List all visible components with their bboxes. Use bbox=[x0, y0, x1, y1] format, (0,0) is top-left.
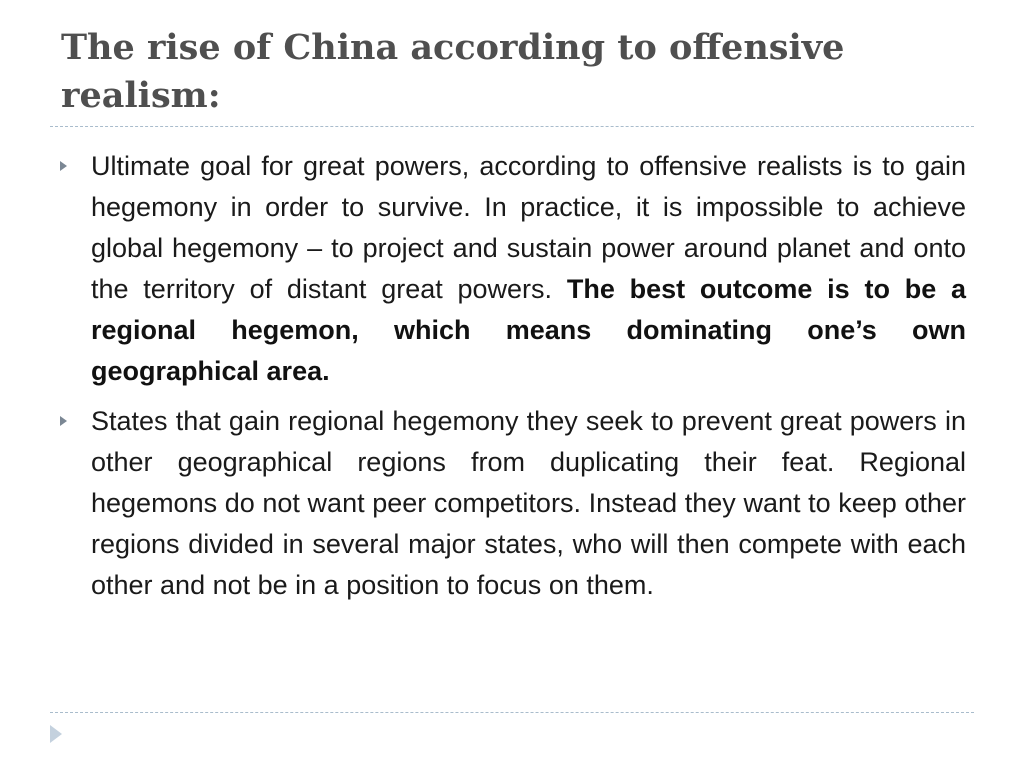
bullet-body-text: Ultimate goal for great powers, according to offensive realists is to gain hegemony in order to survive. In practice, it is impossible to achieve global hegemony – to project and sustain power around planet and onto the territory of distant great powers. bbox=[91, 151, 966, 304]
slide-title: The rise of China according to offensive realism: bbox=[61, 27, 845, 116]
title-divider bbox=[50, 126, 974, 127]
bullet-text bbox=[91, 401, 966, 606]
corner-triangle-icon bbox=[50, 725, 62, 743]
bullet-body-text: States that gain regional hegemony they seek to prevent great powers in other geographical regions from duplicating their feat. Regional hegemons do not want peer competitors. Instead they want to keep other regions divided in several major states, who will then compete with each other and not be in a position to focus on them. bbox=[91, 406, 966, 600]
bullet-triangle-icon bbox=[60, 161, 67, 171]
bullet-triangle-icon bbox=[60, 416, 67, 426]
bullet-list bbox=[56, 146, 966, 615]
bullet-item-2 bbox=[56, 401, 966, 606]
bullet-item-1 bbox=[56, 146, 966, 392]
bullet-emphasis-text: The best outcome is to be a regional hegemon, which means dominating one’s own geographical area. bbox=[91, 274, 967, 386]
bullet-text bbox=[91, 146, 966, 392]
footer-divider bbox=[50, 712, 974, 713]
